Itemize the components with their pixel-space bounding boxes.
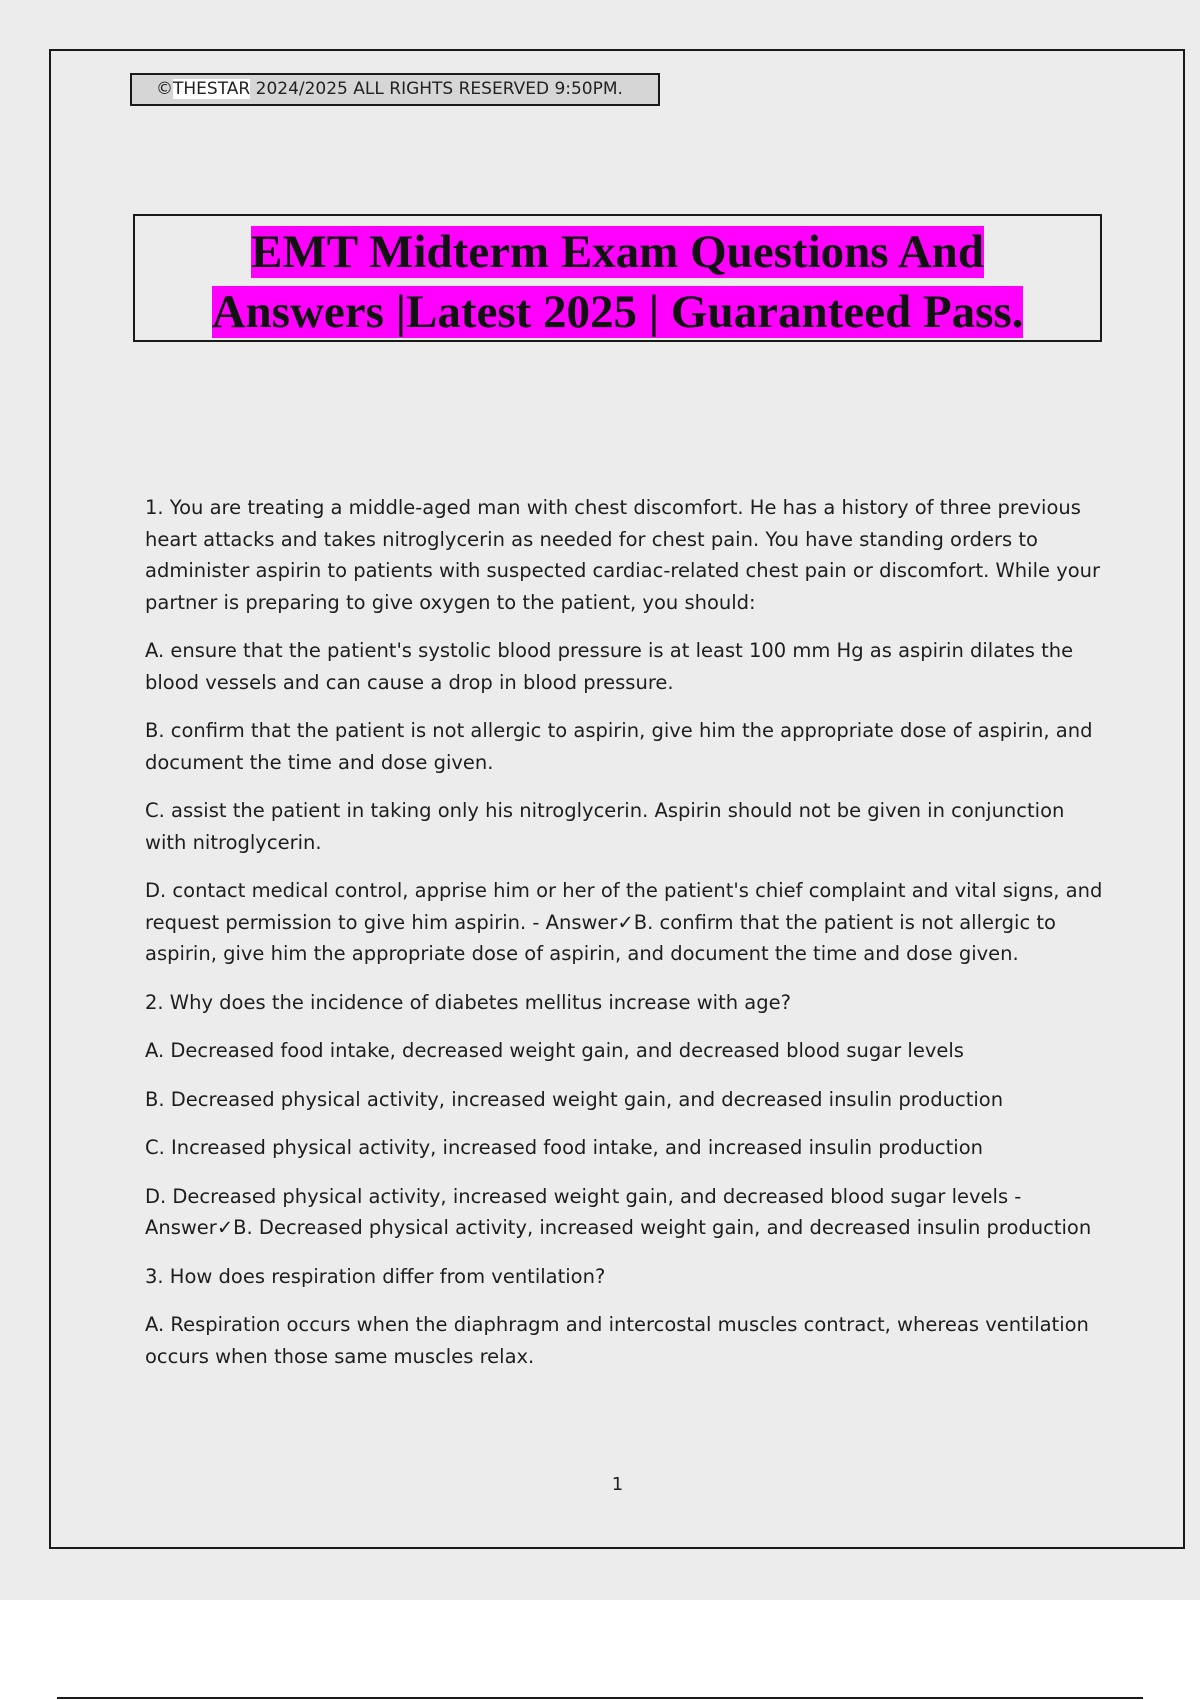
document-body bbox=[145, 492, 1105, 1389]
question-1-option-a: A. ensure that the patient's systolic blood pressure is at least 100 mm Hg as aspirin dilates the blood vessels and can cause a drop in blood pressure. bbox=[145, 639, 1074, 694]
title-line-1-text: EMT Midterm Exam Questions And bbox=[251, 226, 984, 278]
question-2-option-d-answer: D. Decreased physical activity, increased weight gain, and decreased blood sugar levels - Answer✓B. Decreased physical activity, increased weight gain, and decreased insulin production bbox=[145, 1184, 1092, 1239]
bottom-divider bbox=[57, 1697, 1143, 1699]
title-line-2-text: Answers |Latest 2025 | Guaranteed Pass. bbox=[211, 286, 1024, 338]
question-2-option-b: B. Decreased physical activity, increased weight gain, and decreased insulin production bbox=[145, 1087, 1004, 1111]
question-2-option-a: A. Decreased food intake, decreased weight gain, and decreased blood sugar levels bbox=[145, 1039, 964, 1062]
rights-text: 2024/2025 ALL RIGHTS RESERVED 9:50PM. bbox=[250, 79, 623, 99]
title-line-2 bbox=[135, 282, 1100, 342]
title-line-1 bbox=[135, 222, 1100, 282]
question-1-option-b: B. confirm that the patient is not allergic to aspirin, give him the appropriate dose of aspirin, and document the time and dose given. bbox=[145, 719, 1093, 774]
page-number: 1 bbox=[611, 1474, 624, 1495]
question-1-option-c: C. assist the patient in taking only his nitroglycerin. Aspirin should not be given in conjunction with nitroglycerin. bbox=[145, 799, 1065, 854]
brand-name: THESTAR bbox=[173, 79, 251, 99]
copyright-symbol: © bbox=[156, 79, 173, 99]
copyright-header bbox=[130, 73, 660, 106]
question-1-option-d-answer: D. contact medical control, apprise him or her of the patient's chief complaint and vital signs, and request permission to give him aspirin. - Answer✓B. confirm that the patient is not allergic to aspirin, give him the appropriate dose of aspirin, and document the time and dose given. bbox=[145, 879, 1103, 965]
question-1-stem: 1. You are treating a middle-aged man with chest discomfort. He has a history of three previous heart attacks and takes nitroglycerin as needed for chest pain. You have standing orders to administer aspirin to patients with suspected cardiac-related chest pain or discomfort. While your partner is preparing to give oxygen to the patient, you should: bbox=[145, 496, 1101, 614]
title-box bbox=[133, 214, 1102, 342]
question-2-option-c: C. Increased physical activity, increased food intake, and increased insulin production bbox=[145, 1136, 984, 1159]
question-3-stem: 3. How does respiration differ from ventilation? bbox=[145, 1264, 606, 1288]
question-2-stem: 2. Why does the incidence of diabetes mellitus increase with age? bbox=[145, 990, 791, 1014]
question-3-option-a: A. Respiration occurs when the diaphragm and intercostal muscles contract, whereas ventilation occurs when those same muscles relax. bbox=[145, 1313, 1089, 1368]
